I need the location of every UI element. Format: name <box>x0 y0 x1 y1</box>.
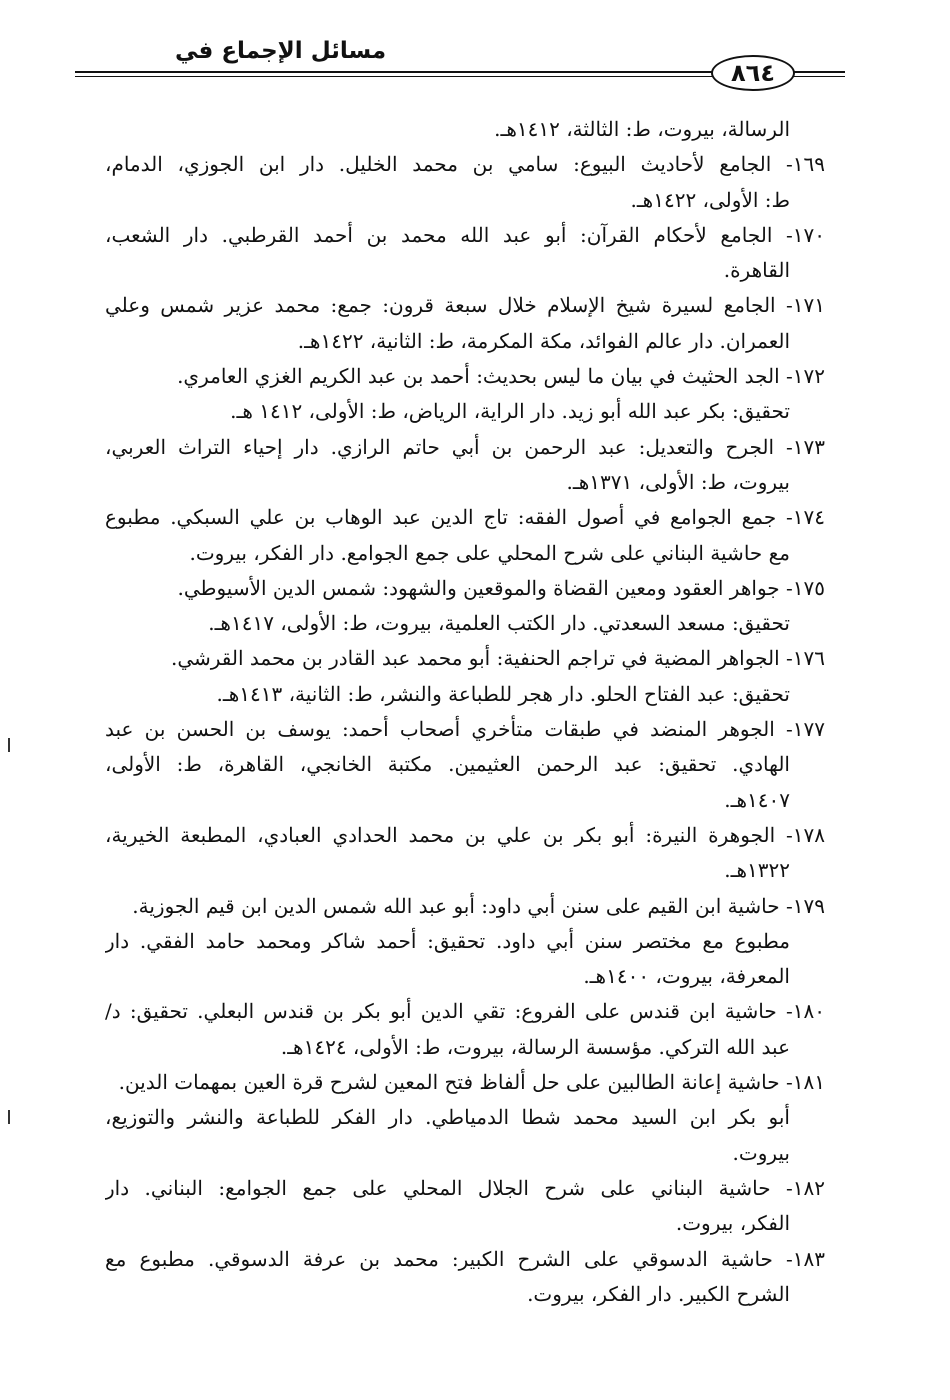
entry-number: ١٧٦ <box>792 646 825 671</box>
entry-number: ١٧٠ <box>792 222 825 247</box>
entry-text: حاشية إعانة الطالبين على حل ألفاظ فتح المعين لشرح قرة العين بمهمات الدين. <box>118 1070 780 1095</box>
entry-171-line-1: ١٧١- الجامع لسيرة شيخ الإسلام خلال سبعة قرون: جمع: محمد عزير شمس وعلي <box>105 293 825 318</box>
entry-171-line-2: العمران. دار عالم الفوائد، مكة المكرمة، ط: الثانية، ١٤٢٢هـ. <box>297 328 790 353</box>
entry-178-line-2: ١٣٢٢هـ. <box>724 858 790 883</box>
margin-scan-mark <box>8 1110 10 1124</box>
entry-181-line-3: بيروت. <box>732 1140 790 1165</box>
entry-number: ١٧٧ <box>792 717 825 742</box>
page-number-oval <box>711 55 795 91</box>
bibliography-list <box>105 112 825 1312</box>
entry-text: الجامع لسيرة شيخ الإسلام خلال سبعة قرون: جمع: محمد عزير شمس وعلي <box>105 293 776 318</box>
entry-text: الجرح والتعديل: عبد الرحمن بن أبي حاتم الرازي. دار إحياء التراث العربي، <box>105 434 775 459</box>
entry-183-line-2: الشرح الكبير. دار الفكر، بيروت. <box>527 1281 790 1306</box>
entry-179-line-1: ١٧٩- حاشية ابن القيم على سنن أبي داود: أبو عبد الله شمس الدين ابن قيم الجوزية. <box>132 893 825 918</box>
entry-174-line-1: ١٧٤- جمع الجوامع في أصول الفقه: تاج الدين عبد الوهاب بن علي السبكي. مطبوع <box>105 505 825 530</box>
entry-179-line-2: مطبوع مع مختصر سنن أبي داود. تحقيق: أحمد شاكر ومحمد حامد الفقي. دار <box>105 928 790 953</box>
entry-169-line-1: ١٦٩- الجامع لأحاديث البيوع: سامي بن محمد الخليل. دار ابن الجوزي، الدمام، <box>105 152 825 177</box>
entry-182-line-2: الفكر، بيروت. <box>675 1211 790 1236</box>
entry-173-line-2: بيروت، ط: الأولى، ١٣٧١هـ. <box>566 469 790 494</box>
continuation-line: الرسالة، بيروت، ط: الثالثة، ١٤١٢هـ. <box>494 117 790 141</box>
page-number: ٨٦٤ <box>731 59 775 87</box>
entry-177-line-2: الهادي. تحقيق: عبد الرحمن العثيمين. مكتبة الخانجي، القاهرة، ط: الأولى، <box>105 752 790 777</box>
entry-172-line-2: تحقيق: بكر عبد الله أبو زيد. دار الراية، الرياض، ط: الأولى، ١٤١٢ هـ. <box>230 399 790 424</box>
entry-text: الجامع لأحكام القرآن: أبو عبد الله محمد بن أحمد القرطبي. دار الشعب، <box>105 222 773 247</box>
margin-scan-mark <box>8 738 10 752</box>
entry-number: ١٧٨ <box>792 822 825 847</box>
entry-174-line-2: مع حاشية البناني على شرح المحلي على جمع الجوامع. دار الفكر، بيروت. <box>189 540 790 565</box>
entry-183-line-1: ١٨٣- حاشية الدسوقي على الشرح الكبير: محمد بن عرفة الدسوقي. مطبوع مع <box>105 1246 825 1271</box>
entry-178-line-1: ١٧٨- الجوهرة النيرة: أبو بكر بن علي بن محمد الحدادي العبادي، المطبعة الخيرية، <box>105 822 825 847</box>
entry-text: حاشية البناني على شرح الجلال المحلي على جمع الجوامع: البناني. دار <box>105 1175 771 1200</box>
entry-number: ١٦٩ <box>792 152 825 177</box>
entry-170-line-1: ١٧٠- الجامع لأحكام القرآن: أبو عبد الله محمد بن أحمد القرطبي. دار الشعب، <box>105 222 825 247</box>
entry-text: حاشية الدسوقي على الشرح الكبير: محمد بن عرفة الدسوقي. مطبوع مع <box>105 1246 773 1271</box>
entry-179-line-3: المعرفة، بيروت، ١٤٠٠هـ. <box>583 964 790 989</box>
entry-182-line-1: ١٨٢- حاشية البناني على شرح الجلال المحلي على جمع الجوامع: البناني. دار <box>105 1175 825 1200</box>
entry-text: جواهر العقود ومعين القضاة والموقعين والشهود: شمس الدين الأسيوطي. <box>177 575 780 600</box>
entry-number: ١٧٩ <box>792 893 825 918</box>
entry-text: الجامع لأحاديث البيوع: سامي بن محمد الخليل. دار ابن الجوزي، الدمام، <box>105 152 772 177</box>
entry-number: ١٧١ <box>792 293 825 318</box>
entry-number: ١٨٠ <box>792 999 825 1024</box>
entry-number: ١٨٢ <box>792 1175 825 1200</box>
entry-text: حاشية ابن القيم على سنن أبي داود: أبو عبد الله شمس الدين ابن قيم الجوزية. <box>132 893 780 918</box>
entry-177-line-3: ١٤٠٧هـ. <box>724 787 790 812</box>
entry-180-line-2: عبد الله التركي. مؤسسة الرسالة، بيروت، ط: الأولى، ١٤٢٤هـ. <box>280 1034 790 1059</box>
entry-number: ١٧٣ <box>792 434 825 459</box>
entry-180-line-1: ١٨٠- حاشية ابن قندس على الفروع: تقي الدين أبو بكر بن قندس البعلي. تحقيق: د/ <box>105 999 825 1024</box>
entry-number: ١٧٥ <box>792 575 825 600</box>
entry-text: جمع الجوامع في أصول الفقه: تاج الدين عبد الوهاب بن علي السبكي. مطبوع <box>105 505 777 530</box>
entry-176-line-1: ١٧٦- الجواهر المضية في تراجم الحنفية: أبو محمد عبد القادر بن محمد القرشي. <box>170 646 825 671</box>
entry-177-line-1: ١٧٧- الجوهر المنضد في طبقات متأخري أصحاب أحمد: يوسف بن الحسن بن عبد <box>105 717 825 742</box>
entry-text: الجوهرة النيرة: أبو بكر بن علي بن محمد الحدادي العبادي، المطبعة الخيرية، <box>105 822 776 847</box>
entry-172-line-1: ١٧٢- الجد الحثيث في بيان ما ليس بحديث: أحمد بن عبد الكريم الغزي العامري. <box>177 364 825 389</box>
entry-text: الجد الحثيث في بيان ما ليس بحديث: أحمد بن عبد الكريم الغزي العامري. <box>177 364 780 389</box>
entry-170-line-2: القاهرة. <box>723 258 790 283</box>
entry-181-line-2: أبو بكر ابن السيد محمد شطا الدمياطي. دار الفكر للطباعة والنشر والتوزيع، <box>105 1105 790 1130</box>
running-title: مسائل الإجماع في <box>175 38 387 64</box>
entry-number: ١٨١ <box>792 1070 825 1095</box>
entry-175-line-2: تحقيق: مسعد السعدتي. دار الكتب العلمية، بيروت، ط: الأولى، ١٤١٧هـ. <box>208 611 790 636</box>
entry-175-line-1: ١٧٥- جواهر العقود ومعين القضاة والموقعين والشهود: شمس الدين الأسيوطي. <box>177 575 825 600</box>
entry-number: ١٧٢ <box>792 364 825 389</box>
entry-173-line-1: ١٧٣- الجرح والتعديل: عبد الرحمن بن أبي حاتم الرازي. دار إحياء التراث العربي، <box>105 434 825 459</box>
entry-number: ١٧٤ <box>792 505 825 530</box>
entry-176-line-2: تحقيق: عبد الفتاح الحلو. دار هجر للطباعة والنشر، ط: الثانية، ١٤١٣هـ. <box>216 681 790 706</box>
entry-text: حاشية ابن قندس على الفروع: تقي الدين أبو بكر بن قندس البعلي. تحقيق: د/ <box>105 999 777 1024</box>
entry-181-line-1: ١٨١- حاشية إعانة الطالبين على حل ألفاظ فتح المعين لشرح قرة العين بمهمات الدين. <box>118 1070 825 1095</box>
entry-text: الجوهر المنضد في طبقات متأخري أصحاب أحمد: يوسف بن الحسن بن عبد <box>105 717 775 742</box>
entry-169-line-2: ط: الأولى، ١٤٢٢هـ. <box>630 187 790 212</box>
page-header <box>75 30 845 100</box>
entry-text: الجواهر المضية في تراجم الحنفية: أبو محمد عبد القادر بن محمد القرشي. <box>170 646 780 671</box>
entry-number: ١٨٣ <box>792 1246 825 1271</box>
